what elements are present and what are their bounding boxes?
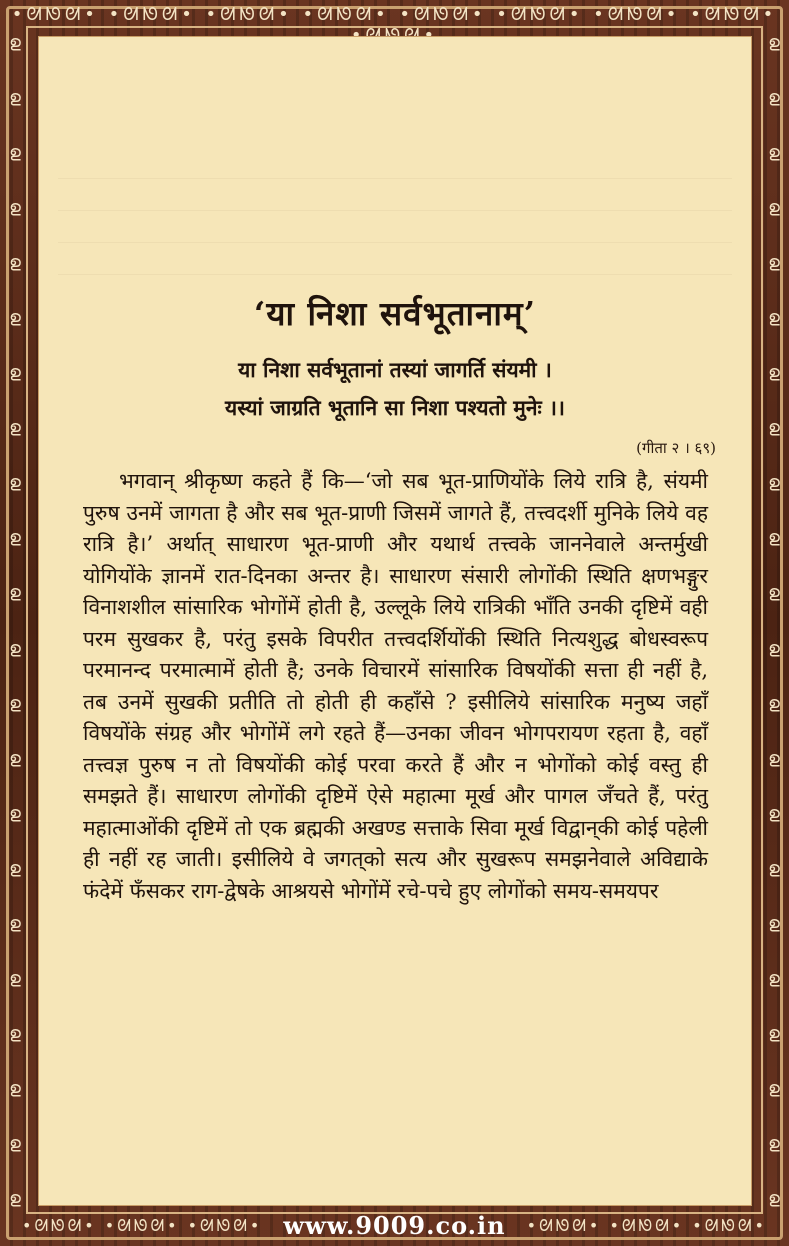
website-link[interactable]: www.9009.co.in [283, 1211, 506, 1240]
verse-reference: (गीता २ । ६९) [636, 439, 716, 457]
top-border-ornament: •ᘛᘚᘛ• •ᘛᘚᘛ• •ᘛᘚᘛ• •ᘛᘚᘛ• •ᘛᘚᘛ• •ᘛᘚᘛ• •ᘛᘚᘛ• •ᘛᘚᘛ• •ᘛᘚᘛ• [11, 4, 778, 46]
faded-background-texture [58, 116, 732, 275]
body-paragraph [83, 466, 708, 907]
bottom-right-ornament: •ᘛᘚᘛ• •ᘛᘚᘛ• •ᘛᘚᘛ• [526, 1215, 767, 1235]
bottom-left-ornament: •ᘛᘚᘛ• •ᘛᘚᘛ• •ᘛᘚᘛ• [22, 1215, 263, 1235]
body-text: भगवान् श्रीकृष्ण कहते हैं कि—‘जो सब भूत-प्राणियोंके लिये रात्रि है, संयमी पुरुष उनमें जागता है और सब भूत-प्राणी जिसमें जागते हैं, तत्त्वदर्शी मुनिके लिये वह रात्रि है।’ अर्थात् साधारण भूत-प्राणी और यथार्थ तत्त्वके जाननेवाले अन्तर्मुखी योगियोंके ज्ञानमें रात-दिनका अन्तर है। साधारण संसारी लोगोंकी स्थिति क्षणभङ्गुर विनाशशील सांसारिक भोगोंमें होती है, उल्लूके लिये रात्रिकी भाँति उनकी दृष्टिमें वही परम सुखकर है, परंतु इसके विपरीत तत्त्वदर्शियोंकी स्थिति नित्यशुद्ध बोधस्वरूप परमानन्द परमात्मामें होती है; उनके विचारमें सांसारिक विषयोंकी सत्ता ही नहीं है, तब उनमें सुखकी प्रतीति तो होती ही कहाँसे ? इसीलिये सांसारिक मनुष्य जहाँ विषयोंके संग्रह और भोगोंमें लगे रहते हैं—उनका जीवन भोगपरायण रहता है, वहाँ तत्त्वज्ञ पुरुष न तो विषयोंकी कोई परवा करते हैं और न भोगोंको कोई वस्तु ही समझते हैं। साधारण लोगोंकी दृष्टिमें ऐसे महात्मा मूर्ख और पागल जँचते हैं, परंतु महात्माओंकी दृष्टिमें तो एक ब्रह्मकी अखण्ड सत्ताके सिवा मूर्ख विद्वान्‌की कोई पहेली ही नहीं रह जाती। इसीलिये वे जगत्‌को सत्य और सुखरूप समझनेवाले अविद्याके फंदेमें फँसकर राग-द्वेषके आश्रयसे भोगोंमें रचे-पचे हुए लोगोंको समय-समयपर [83, 469, 708, 903]
right-border-ornament: ഉ ഉ ഉ ഉ ഉ ഉ ഉ ഉ ഉ ഉ ഉ ഉ ഉ ഉ ഉ ഉ ഉ ഉ ഉ ഉ ഉ ഉ [768, 32, 780, 1207]
bottom-border [0, 1211, 789, 1240]
left-border-ornament: ഉ ഉ ഉ ഉ ഉ ഉ ഉ ഉ ഉ ഉ ഉ ഉ ഉ ഉ ഉ ഉ ഉ ഉ ഉ ഉ ഉ ഉ [9, 32, 21, 1207]
shloka-line-1: या निशा सर्वभूतानां तस्यां जागर्ति संयमी । [238, 357, 552, 382]
parchment-page [38, 36, 752, 1206]
shloka-line-2: यस्यां जाग्रति भूतानि सा निशा पश्यतो मुनेः ।। [225, 395, 565, 420]
page-title: ‘या निशा सर्वभूतानाम्’ [253, 294, 537, 333]
